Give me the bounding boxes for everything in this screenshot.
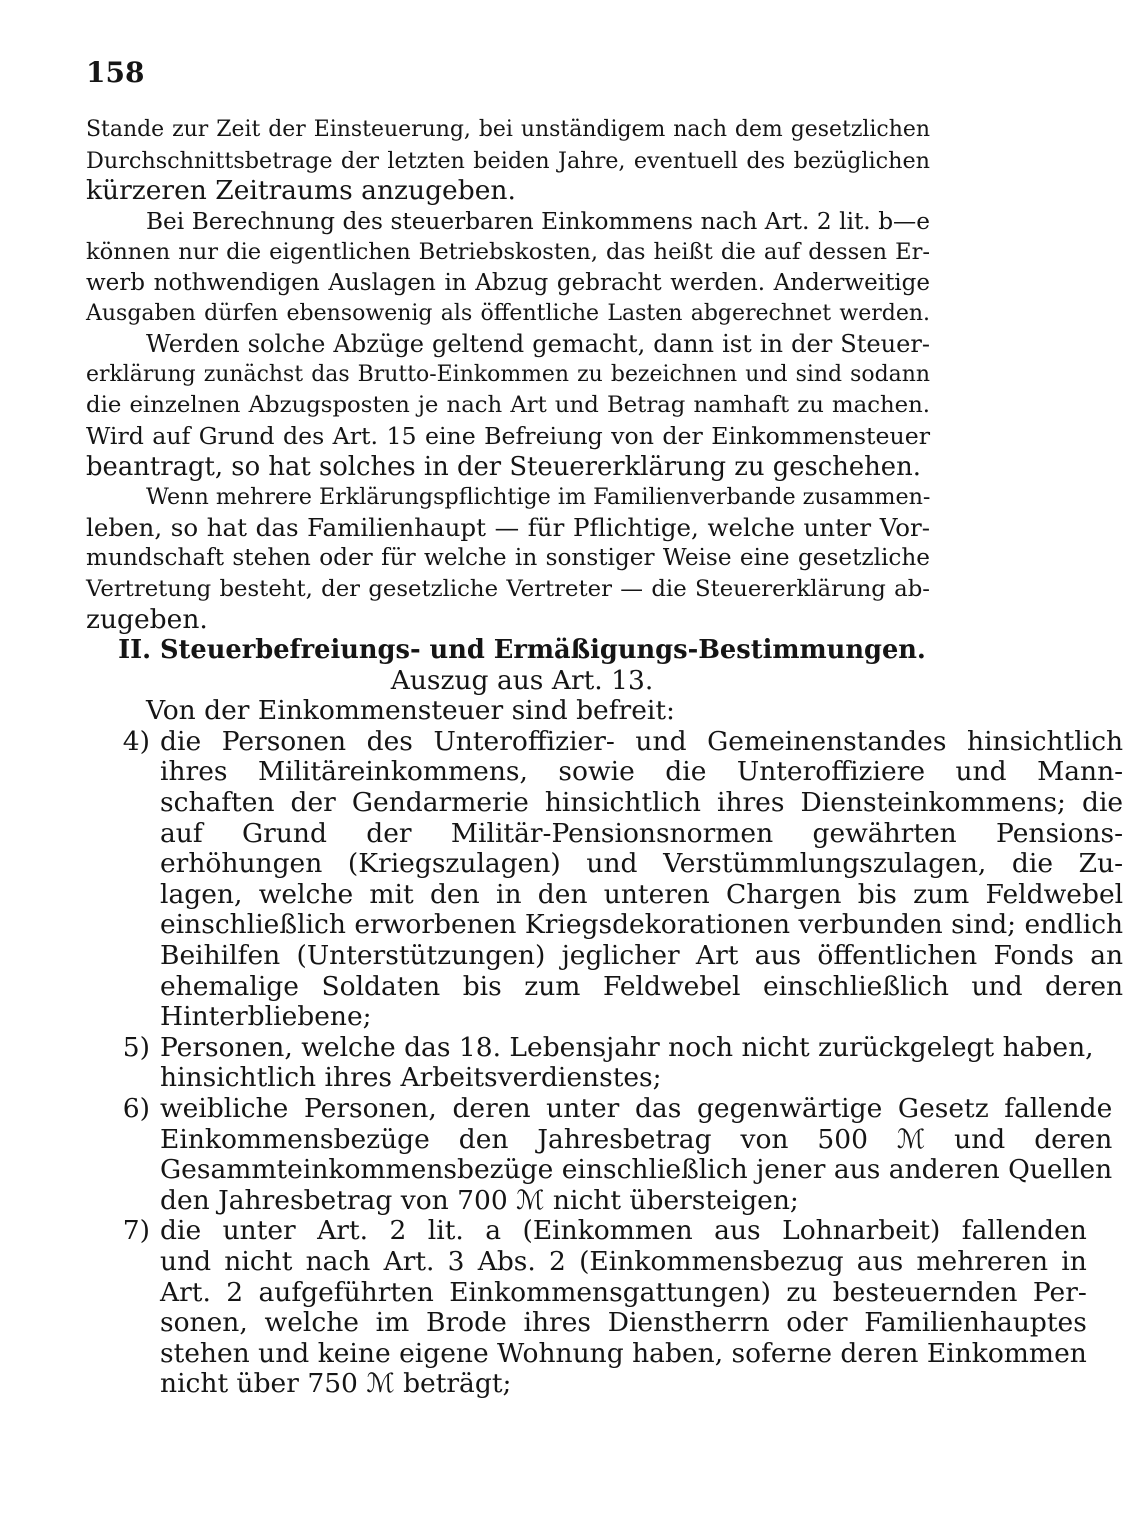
paragraph-3 [86, 329, 930, 482]
text-line: die unter Art. 2 lit. a (Einkommen aus Lohnarbeit) fallenden [160, 1215, 1087, 1247]
text-line: zugeben. [86, 603, 208, 635]
text-line: mundschaft stehen oder für welche in sonstiger Weise eine gesetzliche [86, 545, 930, 572]
list-item-body [160, 1216, 1087, 1400]
text-line: und nicht nach Art. 3 Abs. 2 (Einkommensbezug aus mehreren in [160, 1245, 1087, 1277]
text-line: schaften der Gendarmerie hinsichtlich ihres Diensteinkommens; die [160, 787, 1123, 819]
text-line: hinsichtlich ihres Arbeitsverdienstes; [160, 1062, 662, 1094]
section-heading: II. Steuerbefreiungs- und Ermäßigungs-Bestimmungen. [118, 635, 926, 666]
text-line: Bei Berechnung des steuerbaren Einkommens nach Art. 2 lit. b—e [146, 207, 930, 235]
text-line: Gesammteinkommensbezüge einschließlich jener aus anderen Quellen [160, 1154, 1113, 1186]
list-intro: Von der Einkommensteuer sind befreit: [146, 695, 675, 727]
text-line: auf Grund der Militär-Pensionsnormen gewährten Pensions- [160, 817, 1123, 849]
text-line: einschließlich erworbenen Kriegsdekorationen verbunden sind; endlich [160, 909, 1123, 941]
text-line: Vertretung besteht, der gesetzliche Vertreter — die Steuererklärung ab- [86, 575, 930, 602]
list-item-body [160, 1033, 1094, 1094]
text-line: nicht über 750 ℳ beträgt; [160, 1368, 512, 1400]
text-line: Wird auf Grund des Art. 15 eine Befreiung von der Einkommensteuer [86, 421, 930, 450]
text-line: lagen, welche mit den in den unteren Chargen bis zum Feldwebel [160, 878, 1123, 910]
text-line: Personen, welche das 18. Lebensjahr noch nicht zurückgelegt haben, [160, 1031, 1094, 1063]
text-line: ihres Militäreinkommens, sowie die Unteroffiziere und Mann- [160, 756, 1123, 788]
list-item-4 [86, 725, 1123, 1033]
list-item-7 [86, 1215, 1087, 1400]
list-item-body [160, 1094, 1112, 1216]
list-item-6 [86, 1093, 1113, 1216]
body-text [86, 115, 1123, 1400]
text-line: Hinterbliebene; [160, 1001, 372, 1033]
text-line: Werden solche Abzüge geltend gemacht, dann ist in der Steuer- [146, 330, 930, 359]
text-line: erhöhungen (Kriegszulagen) und Verstümmlungszulagen, die Zu- [160, 848, 1123, 880]
text-line: stehen und keine eigene Wohnung haben, soferne deren Einkommen [160, 1337, 1087, 1369]
text-line: den Jahresbetrag von 700 ℳ nicht übersteigen; [160, 1184, 799, 1216]
text-line: sonen, welche im Brode ihres Dienstherrn oder Familienhauptes [160, 1307, 1087, 1339]
list-item-number: 4) [122, 725, 150, 757]
section-subheading: Auszug aus Art. 13. [390, 664, 654, 696]
list-item-5 [86, 1031, 1094, 1094]
text-line: erklärung zunächst das Brutto-Einkommen zu bezeichnen und sind sodann [86, 361, 930, 387]
text-line: leben, so hat das Familienhaupt — für Pflichtige, welche unter Vor- [86, 512, 930, 542]
text-line: ehemalige Soldaten bis zum Feldwebel einschließlich und deren [160, 970, 1123, 1002]
paragraph-2 [86, 207, 930, 329]
text-line: die Personen des Unteroffizier- und Gemeinenstandes hinsichtlich [160, 725, 1123, 757]
page-number: 158 [86, 56, 145, 89]
list-item-number: 6) [122, 1093, 150, 1124]
list-item-body [160, 727, 1123, 1033]
text-line: Art. 2 aufgeführten Einkommensgattungen) zu besteuernden Per- [160, 1276, 1087, 1308]
text-line: die einzelnen Abzugsposten je nach Art und Betrag namhaft zu machen. [86, 392, 930, 419]
text-line: Beihilfen (Unterstützungen) jeglicher Art aus öffentlichen Fonds an [160, 940, 1123, 972]
text-line: kürzeren Zeitraums anzugeben. [86, 175, 516, 207]
text-line: Durchschnittsbetrage der letzten beiden Jahre, eventuell des bezüglichen [86, 147, 930, 174]
text-line: Einkommensbezüge den Jahresbetrag von 500 ℳ und deren [160, 1123, 1113, 1155]
text-line: werb nothwendigen Auslagen in Abzug gebracht werden. Anderweitige [86, 269, 930, 296]
list-item-number: 5) [122, 1031, 150, 1063]
text-line: weibliche Personen, deren unter das gegenwärtige Gesetz fallende [160, 1093, 1113, 1124]
text-line: Wenn mehrere Erklärungspflichtige im Familienverbande zusammen- [146, 484, 931, 511]
paragraph-1 [86, 115, 930, 207]
list-item-number: 7) [122, 1215, 150, 1247]
text-line: können nur die eigentlichen Betriebskosten, das heißt die auf dessen Er- [86, 239, 930, 266]
paragraph-4 [86, 482, 930, 635]
text-line: Stande zur Zeit der Einsteuerung, bei unständigem nach dem gesetzlichen [86, 117, 930, 142]
text-line: beantragt, so hat solches in der Steuererklärung zu geschehen. [86, 451, 921, 482]
text-line: Ausgaben dürfen ebensowenig als öffentliche Lasten abgerechnet werden. [86, 300, 930, 326]
